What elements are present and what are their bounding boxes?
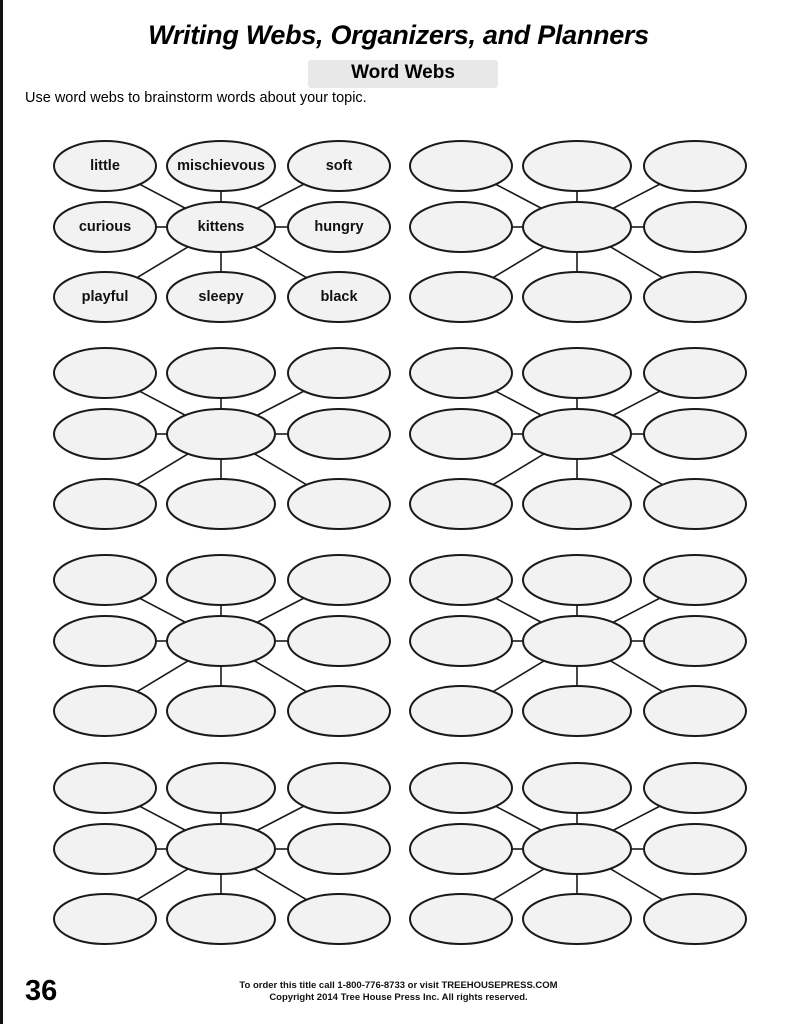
- web-node-label: mischievous: [177, 158, 265, 174]
- web-node-oval[interactable]: [644, 894, 746, 944]
- web-node-oval[interactable]: [54, 824, 156, 874]
- web-node-oval[interactable]: [410, 202, 512, 252]
- footer-copyright-line: Copyright 2014 Tree House Press Inc. All rights reserved.: [269, 991, 528, 1003]
- web-node-oval[interactable]: [288, 272, 390, 322]
- web-node-oval[interactable]: [167, 272, 275, 322]
- web-connector-line: [254, 869, 306, 900]
- web-node-label: hungry: [314, 219, 364, 235]
- web-node-oval[interactable]: [54, 409, 156, 459]
- web-node-oval[interactable]: [54, 686, 156, 736]
- web-node-oval[interactable]: [167, 763, 275, 813]
- word-web: [389, 335, 744, 547]
- web-node-oval[interactable]: [288, 616, 390, 666]
- web-connector-line: [493, 661, 544, 692]
- web-center-oval[interactable]: [167, 202, 275, 252]
- web-node-oval[interactable]: [644, 555, 746, 605]
- web-center-oval[interactable]: [523, 824, 631, 874]
- web-node-oval[interactable]: [644, 616, 746, 666]
- web-node-oval[interactable]: [410, 616, 512, 666]
- web-connector-line: [137, 247, 188, 278]
- web-connector-line: [496, 598, 542, 622]
- web-node-oval[interactable]: [167, 555, 275, 605]
- web-center-oval[interactable]: [523, 616, 631, 666]
- word-web: [33, 750, 388, 962]
- web-connector-line: [140, 184, 186, 208]
- web-node-oval[interactable]: [54, 616, 156, 666]
- web-node-oval[interactable]: [410, 409, 512, 459]
- web-connector-line: [257, 391, 304, 415]
- web-node-label: curious: [78, 219, 132, 235]
- word-web-graphic: [389, 542, 744, 754]
- word-web-graphic: [389, 335, 744, 547]
- web-node-oval[interactable]: [523, 686, 631, 736]
- web-node-oval[interactable]: [288, 202, 390, 252]
- web-connector-line: [140, 598, 186, 622]
- web-connector-line: [613, 184, 660, 208]
- web-node-oval[interactable]: [167, 894, 275, 944]
- web-connector-line: [493, 454, 544, 485]
- web-node-oval[interactable]: [410, 141, 512, 191]
- web-connector-line: [613, 391, 660, 415]
- web-node-oval[interactable]: [288, 763, 390, 813]
- web-connector-line: [137, 661, 188, 692]
- web-node-oval[interactable]: [523, 348, 631, 398]
- word-web-graphic: [33, 128, 388, 340]
- web-node-oval[interactable]: [644, 763, 746, 813]
- web-node-oval[interactable]: [54, 348, 156, 398]
- web-node-oval[interactable]: [644, 479, 746, 529]
- web-node-oval[interactable]: [54, 894, 156, 944]
- instructions-text: Use word webs to brainstorm words about your topic.: [25, 90, 367, 106]
- web-node-oval[interactable]: [54, 141, 156, 191]
- web-node-oval[interactable]: [54, 202, 156, 252]
- web-center-oval[interactable]: [523, 409, 631, 459]
- word-web-graphic: [33, 542, 388, 754]
- web-node-oval[interactable]: [288, 409, 390, 459]
- web-node-oval[interactable]: [644, 348, 746, 398]
- web-connector-line: [613, 806, 660, 830]
- web-center-oval[interactable]: [523, 202, 631, 252]
- web-node-oval[interactable]: [410, 763, 512, 813]
- web-center-oval[interactable]: [167, 616, 275, 666]
- web-node-oval[interactable]: [167, 479, 275, 529]
- web-node-oval[interactable]: [410, 479, 512, 529]
- web-node-oval[interactable]: [523, 763, 631, 813]
- web-node-oval[interactable]: [167, 348, 275, 398]
- web-node-oval[interactable]: [523, 272, 631, 322]
- web-node-oval[interactable]: [54, 763, 156, 813]
- web-node-oval[interactable]: [167, 141, 275, 191]
- web-node-oval[interactable]: [644, 141, 746, 191]
- web-connector-line: [254, 661, 306, 692]
- web-connector-line: [613, 598, 660, 622]
- web-connector-line: [257, 598, 304, 622]
- web-center-label: kittens: [197, 219, 245, 235]
- word-web-graphic: [389, 128, 744, 340]
- web-connector-line: [493, 869, 544, 900]
- word-web: [389, 128, 744, 340]
- word-web-graphic: [389, 750, 744, 962]
- web-node-oval[interactable]: [288, 479, 390, 529]
- word-web-graphic: [33, 335, 388, 547]
- worksheet-subtitle: Word Webs: [351, 62, 455, 83]
- web-node-oval[interactable]: [54, 479, 156, 529]
- web-node-oval[interactable]: [288, 348, 390, 398]
- word-web: [389, 750, 744, 962]
- footer: [3, 980, 791, 1004]
- web-node-oval[interactable]: [54, 272, 156, 322]
- web-center-oval[interactable]: [167, 824, 275, 874]
- web-center-oval[interactable]: [167, 409, 275, 459]
- web-node-oval[interactable]: [410, 824, 512, 874]
- web-node-oval[interactable]: [523, 141, 631, 191]
- web-node-oval[interactable]: [644, 409, 746, 459]
- web-node-oval[interactable]: [410, 894, 512, 944]
- web-node-oval[interactable]: [523, 555, 631, 605]
- web-node-oval[interactable]: [644, 202, 746, 252]
- word-web: [33, 335, 388, 547]
- web-connector-line: [137, 454, 188, 485]
- web-connector-line: [140, 806, 186, 830]
- footer-order-line: To order this title call 1-800-776-8733 or visit TREEHOUSEPRESS.COM: [239, 980, 558, 991]
- web-connector-line: [254, 247, 306, 278]
- web-node-label: sleepy: [198, 289, 244, 305]
- web-node-oval[interactable]: [644, 272, 746, 322]
- web-connector-line: [257, 806, 304, 830]
- web-connector-line: [610, 869, 662, 900]
- web-node-oval[interactable]: [410, 555, 512, 605]
- web-connector-line: [137, 869, 188, 900]
- web-connector-line: [496, 391, 542, 415]
- page-number: 36: [25, 975, 58, 1007]
- web-node-oval[interactable]: [288, 141, 390, 191]
- web-connector-line: [254, 454, 306, 485]
- web-node-oval[interactable]: [288, 686, 390, 736]
- word-web-graphic: [33, 750, 388, 962]
- web-node-oval[interactable]: [523, 479, 631, 529]
- web-node-oval[interactable]: [644, 824, 746, 874]
- page-title: Writing Webs, Organizers, and Planners: [148, 20, 649, 50]
- web-node-oval[interactable]: [54, 555, 156, 605]
- web-node-oval[interactable]: [644, 686, 746, 736]
- web-node-oval[interactable]: [288, 894, 390, 944]
- web-node-oval[interactable]: [523, 894, 631, 944]
- web-node-label: black: [320, 289, 358, 305]
- web-node-oval[interactable]: [410, 272, 512, 322]
- web-connector-line: [257, 184, 304, 208]
- web-node-oval[interactable]: [410, 686, 512, 736]
- web-connector-line: [610, 661, 662, 692]
- web-node-label: soft: [325, 158, 353, 174]
- web-node-oval[interactable]: [410, 348, 512, 398]
- web-connector-line: [140, 391, 186, 415]
- web-node-label: little: [90, 158, 120, 174]
- web-node-oval[interactable]: [167, 686, 275, 736]
- web-node-oval[interactable]: [288, 824, 390, 874]
- word-web: [33, 128, 388, 340]
- web-node-label: playful: [81, 289, 129, 305]
- web-connector-line: [610, 454, 662, 485]
- word-webs-container: [3, 0, 791, 1024]
- web-connector-line: [610, 247, 662, 278]
- web-connector-line: [496, 184, 542, 208]
- web-node-oval[interactable]: [288, 555, 390, 605]
- web-connector-line: [493, 247, 544, 278]
- word-web: [33, 542, 388, 754]
- word-web: [389, 542, 744, 754]
- web-connector-line: [496, 806, 542, 830]
